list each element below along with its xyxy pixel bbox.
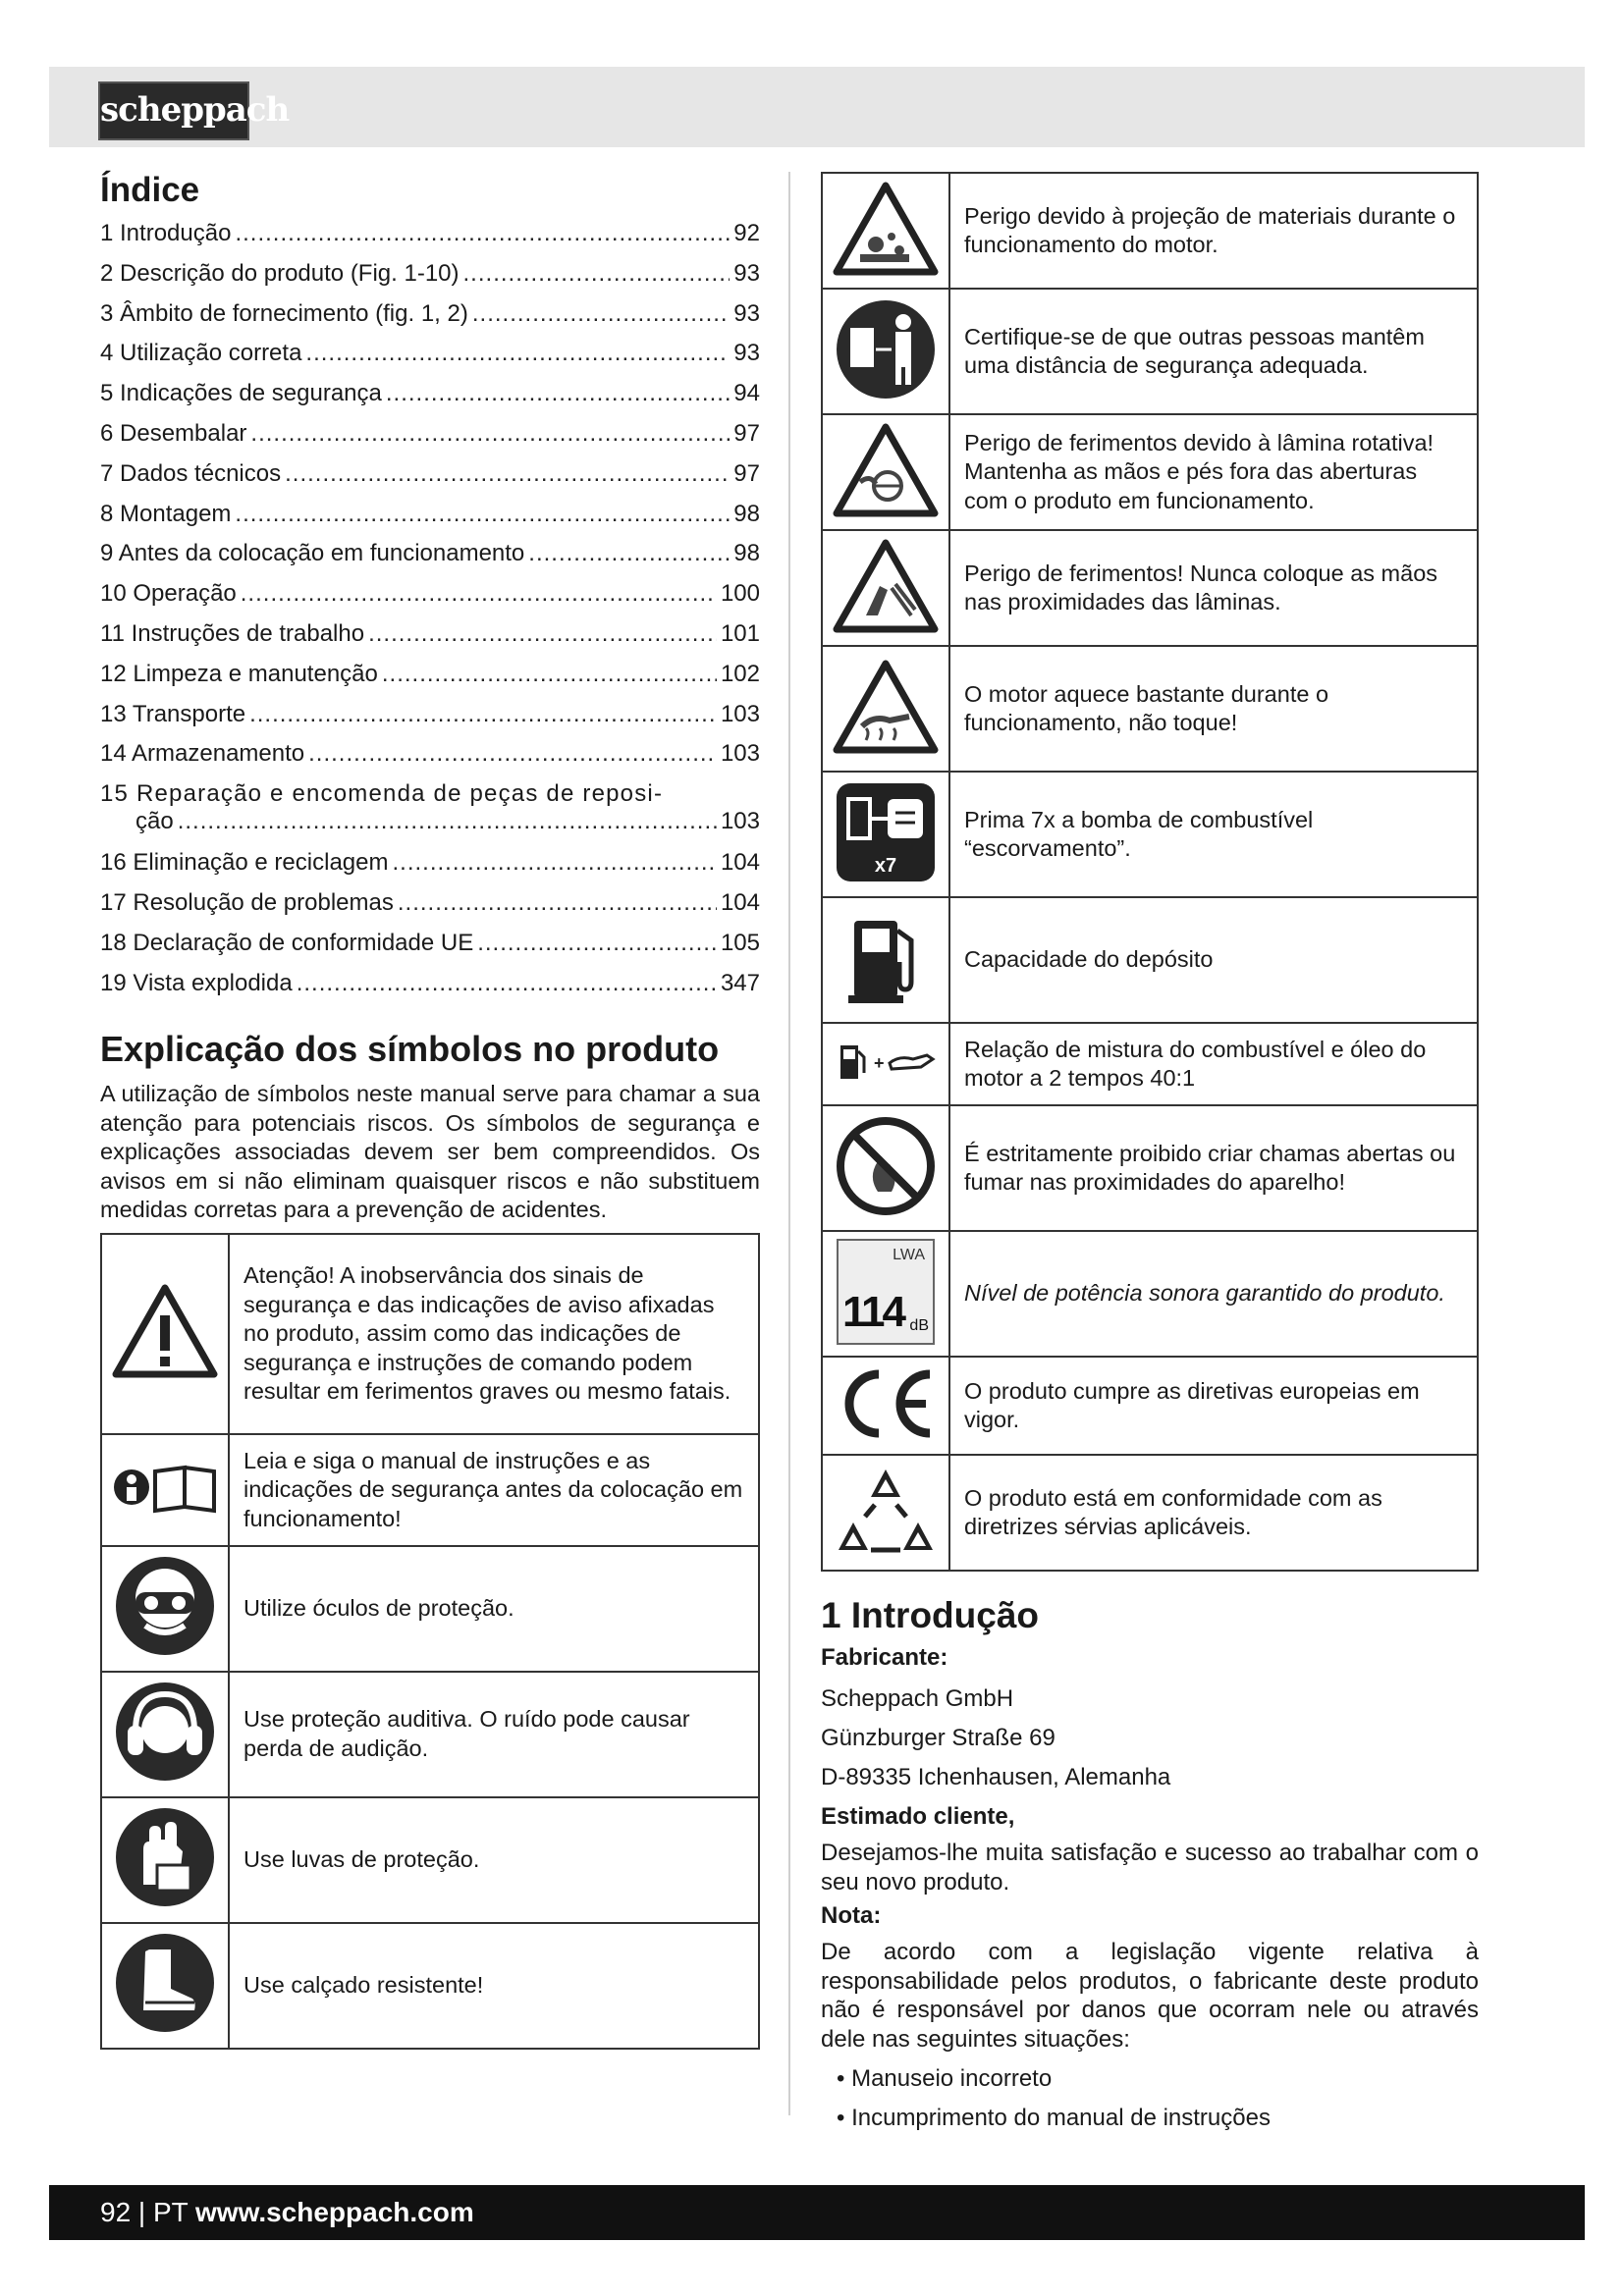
toc-item[interactable]: 9 Antes da colocação em funcionamento ..... 98 [100,540,760,580]
toc-item[interactable]: 7 Dados técnicos ..... 97 [100,460,760,501]
symbol-row [101,1546,759,1672]
symbol-row [822,1105,1478,1231]
symbol-description: Capacidade do depósito [949,897,1478,1023]
address-line: Scheppach GmbH [821,1685,1014,1712]
symbol-row [822,772,1478,897]
symbol-description: O produto está em conformidade com as diretrizes sérvias aplicáveis. [949,1455,1478,1571]
symbol-description: Certifique-se de que outras pessoas mantêm uma distância de segurança adequada. [949,289,1478,414]
symbol-description: Perigo de ferimentos devido à lâmina rotativa! Mantenha as mãos e pés fora das aberturas com o produto em funcionamento. [949,414,1478,530]
primer-count-label: x7 [874,854,897,877]
symbol-description: Atenção! A inobservância dos sinais de segurança e das indicações de aviso afixadas no produto, assim como das indicações de segurança e instruções de comando podem resultar em ferimentos graves ou mesmo fatais. [229,1234,759,1434]
symbol-description: Perigo de ferimentos! Nunca coloque as mãos nas proximidades das lâminas. [949,530,1478,646]
symbol-row [822,530,1478,646]
toc-item[interactable]: 11 Instruções de trabalho ..... 101 [100,620,760,661]
toc-item[interactable]: 12 Limpeza e manutenção ..... 102 [100,661,760,701]
toc-item[interactable]: 1 Introdução ..... 92 [100,220,760,260]
page-header [49,67,1585,147]
safety-goggles-icon [101,1546,229,1672]
symbol-row [822,646,1478,772]
svg-text:+: + [874,1052,885,1073]
note-text: De acordo com a legislação vigente relativa à responsabilidade pelos produtos, o fabricante deste produto não é responsável por danos que ocorram nele ou através dele nas seguintes situações: [821,1939,1479,2053]
page-footer [49,2185,1585,2240]
address-line: D-89335 Ichenhausen, Alemanha [821,1764,1171,1790]
fuel-oil-mix-icon [822,1023,949,1105]
symbol-row [822,1357,1478,1455]
note-bullet-list [821,2059,1479,2138]
symbol-description: Utilize óculos de proteção. [229,1546,759,1672]
symbol-row [822,289,1478,414]
ce-mark-icon [822,1357,949,1455]
toc-item[interactable]: 16 Eliminação e reciclagem ..... 104 [100,849,760,889]
page-number: 92 | PT [100,2197,189,2227]
symbol-row [101,1797,759,1923]
note-label: Nota: [821,1902,882,1929]
toc-item[interactable]: 8 Montagem ..... 98 [100,501,760,541]
symbol-description: Use calçado resistente! [229,1923,759,2049]
symbol-row [822,173,1478,289]
symbol-description: O motor aquece bastante durante o funcionamento, não toque! [949,646,1478,772]
no-fire-icon [822,1105,949,1231]
customer-label: Estimado cliente, [821,1803,1015,1830]
symbol-description: Nível de potência sonora garantido do produto. [949,1231,1478,1357]
toc-item[interactable]: 6 Desembalar ..... 97 [100,420,760,460]
symbol-description: Use luvas de proteção. [229,1797,759,1923]
footer-url-link[interactable]: www.scheppach.com [195,2197,474,2227]
symbols-table-right [821,172,1479,1572]
toc-item[interactable]: 18 Declaração de conformidade UE ..... 105 [100,930,760,970]
sound-value: 114 [842,1287,903,1336]
scheppach-logo: scheppach [98,81,249,140]
toc-item[interactable]: 13 Transporte ..... 103 [100,701,760,741]
toc-item[interactable]: 14 Armazenamento ..... 103 [100,740,760,780]
sound-label: LWA [893,1246,925,1263]
primer-bulb-icon [822,772,949,897]
sound-unit: dB [909,1316,929,1334]
symbol-row [822,1231,1478,1357]
toc-item[interactable]: 3 Âmbito de fornecimento (fig. 1, 2) ..... 93 [100,300,760,341]
address-line: Günzburger Straße 69 [821,1725,1056,1751]
hot-surface-icon [822,646,949,772]
toc-item[interactable]: 4 Utilização correta ..... 93 [100,340,760,380]
symbol-row [101,1672,759,1797]
left-column [100,167,760,2050]
symbols-table-left [100,1233,760,2050]
symbol-description: O produto cumpre as diretivas europeias em vigor. [949,1357,1478,1455]
rotating-blade-icon [822,414,949,530]
table-of-contents [100,220,760,1009]
serbian-conformity-icon [822,1455,949,1571]
symbol-row [101,1234,759,1434]
symbol-row [822,897,1478,1023]
gloves-icon [101,1797,229,1923]
warning-triangle-icon [101,1234,229,1434]
symbols-intro: A utilização de símbolos neste manual serve para chamar a sua atenção para potenciais riscos. Os símbolos de segurança e explicações associadas devem ser bem compreendidos. Os avisos em si não eliminam quaisquer riscos e não substituem medidas corretas para a prevenção de acidentes. [100,1081,760,1223]
list-item: • Incumprimento do manual de instruções [837,2099,1479,2138]
symbol-description: Prima 7x a bomba de combustível “escorvamento”. [949,772,1478,897]
symbol-description: Perigo devido à projeção de materiais durante o funcionamento do motor. [949,173,1478,289]
column-divider [788,172,790,2115]
manufacturer-label: Fabricante: [821,1644,948,1671]
customer-text: Desejamos-lhe muita satisfação e sucesso ao trabalhar com o seu novo produto. [821,1840,1479,1896]
list-item: • Manuseio incorreto [837,2059,1479,2099]
safety-boots-icon [101,1923,229,2049]
hand-blade-icon [822,530,949,646]
toc-item[interactable]: 19 Vista explodida ..... 347 [100,970,760,1010]
fuel-pump-icon [822,897,949,1023]
sound-power-icon [822,1231,949,1357]
keep-distance-icon [822,289,949,414]
symbol-row [822,414,1478,530]
symbol-row [822,1023,1478,1105]
symbol-description: Leia e siga o manual de instruções e as indicações de segurança antes da colocação em funcionamento! [229,1434,759,1546]
toc-item[interactable]: 15 Reparação e encomenda de peças de reposi- ção ..... 103 [100,780,760,849]
symbol-description: Use proteção auditiva. O ruído pode causar perda de audição. [229,1672,759,1797]
toc-item[interactable]: 17 Resolução de problemas ..... 104 [100,889,760,930]
right-column [821,172,1479,2138]
introduction-heading: 1 Introdução [821,1595,1040,1635]
toc-item[interactable]: 10 Operação ..... 100 [100,580,760,620]
symbol-description: É estritamente proibido criar chamas abertas ou fumar nas proximidades do aparelho! [949,1105,1478,1231]
flying-debris-icon [822,173,949,289]
index-title: Índice [100,171,200,209]
symbols-heading: Explicação dos símbolos no produto [100,1029,720,1070]
symbol-row [101,1923,759,2049]
read-manual-icon [101,1434,229,1546]
symbol-row [822,1455,1478,1571]
toc-item[interactable]: 2 Descrição do produto (Fig. 1-10) ..... 93 [100,260,760,300]
symbol-description: Relação de mistura do combustível e óleo do motor a 2 tempos 40:1 [949,1023,1478,1105]
ear-protection-icon [101,1672,229,1797]
toc-item[interactable]: 5 Indicações de segurança ..... 94 [100,380,760,420]
symbol-row [101,1434,759,1546]
